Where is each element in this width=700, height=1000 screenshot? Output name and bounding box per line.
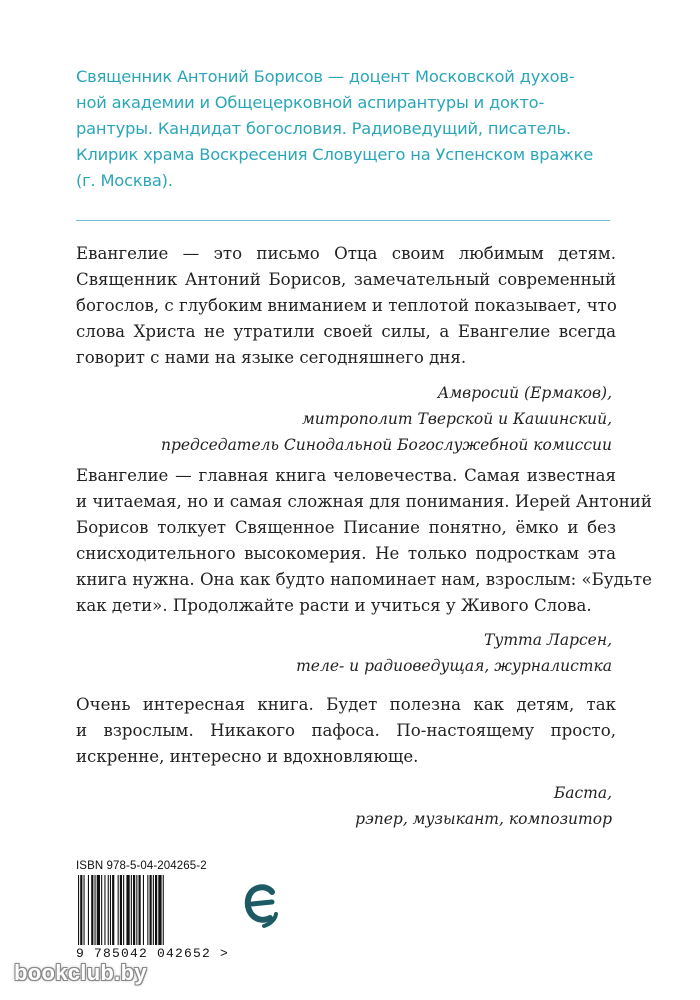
review-line: как дети». Продолжайте расти и учиться у Живого Слова.: [76, 596, 592, 615]
review-ermakov: [76, 241, 616, 371]
review-line: слова Христа не утратили своей силы, а Евангелие всегда: [76, 322, 616, 341]
review-line: книга нужна. Она как будто напоминает нам, взрослым: «Будьте: [76, 570, 652, 589]
review-larsen: [76, 463, 652, 619]
author-bio: [76, 64, 636, 194]
barcode-block: [76, 860, 229, 961]
eksmo-logo-icon: [242, 880, 282, 932]
barcode-bar: [80, 875, 82, 945]
barcode-digits: 9 785042 042652 >: [76, 946, 230, 961]
author-bio-line: Клирик храма Воскресения Словущего на Успенском вражке: [76, 145, 594, 164]
signature-line: председатель Синодальной Богослужебной комиссии: [160, 436, 612, 454]
barcode-bar: [108, 875, 109, 945]
review-line: искренне, интересно и вдохновляюще.: [76, 747, 419, 766]
author-bio-line: Священник Антоний Борисов — доцент Московской духов-: [76, 67, 575, 86]
barcode-bar: [143, 875, 144, 945]
barcode-bar: [147, 875, 148, 945]
barcode-bar: [101, 875, 102, 945]
review-signature: [355, 780, 612, 832]
signature-line: Баста,: [553, 784, 612, 802]
author-bio-line: рантуры. Кандидат богословия. Радиоведущий, писатель.: [76, 119, 571, 138]
review-signature: [296, 627, 612, 679]
signature-line: Амвросий (Ермаков),: [437, 384, 612, 402]
review-line: Евангелие — главная книга человечества. Самая известная: [76, 466, 616, 485]
barcode-bar: [118, 875, 119, 945]
barcode-bar: [112, 875, 114, 945]
barcode-bar: [153, 875, 154, 945]
barcode-bar: [139, 875, 141, 945]
barcode-bar: [163, 875, 164, 945]
review-line: Очень интересная книга. Будет полезна как детям, так: [76, 695, 616, 714]
barcode-bar: [150, 875, 152, 945]
barcode-bar: [126, 875, 129, 945]
barcode-bar: [158, 875, 161, 945]
barcode-bar: [97, 875, 100, 945]
author-bio-line: (г. Москва).: [76, 171, 173, 190]
watermark: bookclub.by: [14, 960, 147, 985]
isbn-label: ISBN 978-5-04-204265-2: [76, 860, 207, 872]
signature-line: митрополит Тверской и Кашинский,: [301, 410, 612, 428]
barcode-bar: [88, 875, 89, 945]
signature-line: рэпер, музыкант, композитор: [355, 810, 612, 828]
barcode-bar: [123, 875, 124, 945]
barcode-bar: [78, 875, 79, 945]
barcode-bar: [155, 875, 157, 945]
review-line: богослов, с глубоким вниманием и теплотой показывает, что: [76, 296, 617, 315]
barcode-bar: [91, 875, 93, 945]
section-divider: [76, 220, 610, 221]
barcode-bar: [84, 875, 85, 945]
review-line: снисходительного высокомерия. Не только подросткам эта: [76, 544, 616, 563]
signature-line: Тутта Ларсен,: [484, 631, 612, 649]
review-line: и читаемая, но и самая сложная для понимания. Иерей Антоний: [76, 492, 652, 511]
review-basta: [76, 692, 616, 770]
review-line: и взрослым. Никакого пафоса. По-настоящему просто,: [76, 721, 616, 740]
review-line: говорит с нами на языке сегодняшнего дня.: [76, 348, 467, 367]
barcode-bar: [133, 875, 135, 945]
review-signature: [161, 380, 612, 458]
barcode-bar: [95, 875, 96, 945]
signature-line: теле- и радиоведущая, журналистка: [296, 657, 612, 675]
barcode-bar: [131, 875, 132, 945]
barcode-bar: [104, 875, 105, 945]
barcode-bar: [120, 875, 122, 945]
barcode-bar: [110, 875, 111, 945]
barcode-bar: [136, 875, 137, 945]
review-line: Борисов толкует Священное Писание понятно, ёмко и без: [76, 518, 616, 537]
review-line: Евангелие — это письмо Отца своим любимым детям.: [76, 244, 616, 263]
barcode-icon: [76, 875, 216, 945]
author-bio-line: ной академии и Общецерковной аспирантуры и докто-: [76, 93, 545, 112]
review-line: Священник Антоний Борисов, замечательный современный: [76, 270, 616, 289]
